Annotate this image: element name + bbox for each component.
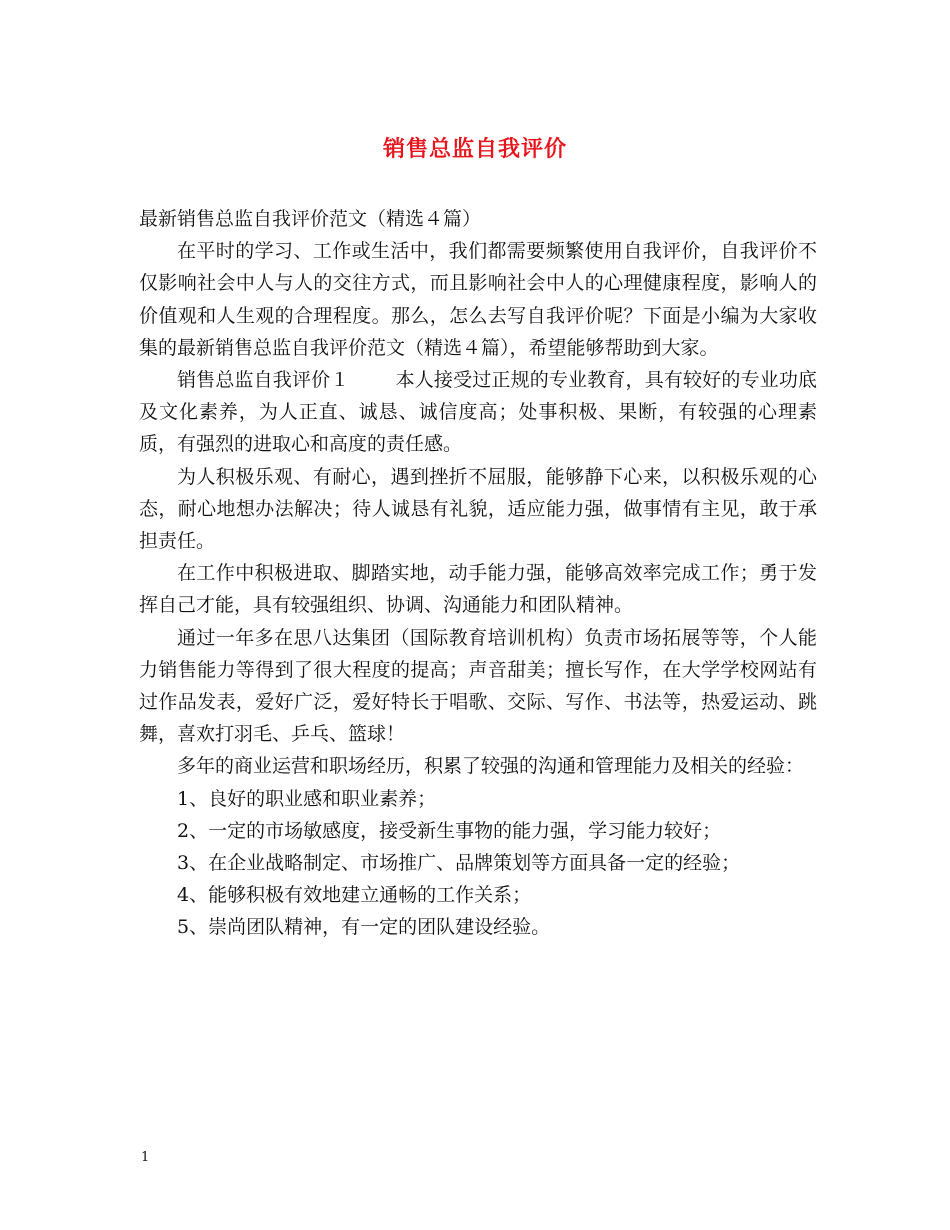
list-item: 3、在企业战略制定、市场推广、品牌策划等方面具备一定的经验；: [177, 852, 741, 875]
document-subtitle: 最新销售总监自我评价范文（精选４篇）: [139, 208, 482, 230]
document-body: [139, 203, 817, 944]
list-item: 1、良好的职业感和职业素养；: [177, 787, 437, 810]
page-number: 1: [141, 1150, 150, 1165]
section-first-text: 本人接受过正规的专业教育，具有较好的专业功底及文化素养，为人正直、诚恳、诚信度高；处事积极、果断，有较强的心理素质，有强烈的进取心和高度的责任感。: [139, 369, 817, 456]
body-paragraph: 在工作中积极进取、脚踏实地，动手能力强，能够高效率完成工作；勇于发挥自己才能，具有较强组织、协调、沟通能力和团队精神。: [139, 562, 817, 617]
intro-paragraph: 在平时的学习、工作或生活中，我们都需要频繁使用自我评价，自我评价不仅影响社会中人与人的交往方式，而且影响社会中人的心理健康程度，影响人的价值观和人生观的合理程度。那么，怎么去写自我评价呢？下面是小编为大家收集的最新销售总监自我评价范文（精选４篇），希望能够帮助到大家。: [139, 240, 817, 359]
body-paragraph: 为人积极乐观、有耐心，遇到挫折不屈服，能够静下心来，以积极乐观的心态，耐心地想办法解决；待人诚恳有礼貌，适应能力强，做事情有主见，敢于承担责任。: [139, 465, 817, 553]
body-paragraph: 通过一年多在思八达集团（国际教育培训机构）负责市场拓展等等，个人能力销售能力等得到了很大程度的提高；声音甜美；擅长写作，在大学学校网站有过作品发表，爱好广泛，爱好特长于唱歌、交际、写作、书法等，热爱运动、跳舞，喜欢打羽毛、乒乓、篮球！: [139, 626, 817, 746]
section-heading: 销售总监自我评价１: [177, 369, 350, 392]
list-item: 5、崇尚团队精神，有一定的团队建设经验。: [177, 916, 551, 939]
list-item: 4、能够积极有效地建立通畅的工作关系；: [177, 884, 532, 907]
list-item: 2、一定的市场敏感度，接受新生事物的能力强，学习能力较好；: [177, 819, 722, 842]
body-paragraph: 多年的商业运营和职场经历，积累了较强的沟通和管理能力及相关的经验：: [177, 755, 805, 778]
section-paragraph: [139, 364, 817, 461]
document-title: 销售总监自我评价: [382, 137, 567, 162]
